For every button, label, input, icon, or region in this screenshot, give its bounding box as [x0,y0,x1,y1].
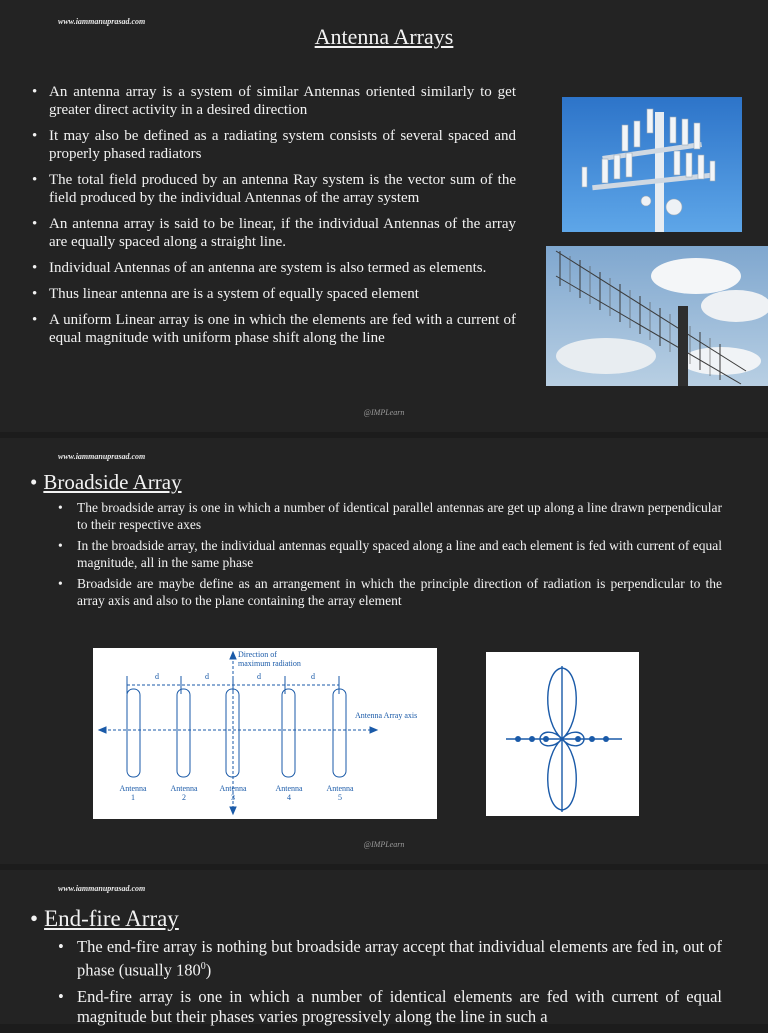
website-url: www.iammanuprasad.com [58,884,146,893]
bullet-item: • A uniform Linear array is one in which the elements are fed with a current of equal magnitude with uniform phase shift along the line [32,311,516,347]
bullet-item: • Broadside are maybe define as an arrangement in which the principle direction of radiation is perpendicular to the array axis and also to the plane containing the array element [58,575,722,609]
slide-broadside-array [0,438,768,864]
radar-array-photo [546,246,768,386]
antenna-label: Antenna 4 [275,784,303,802]
section-heading: • Broadside Array [30,470,182,494]
bullet-item: • End-fire array is one in which a number of identical elements are fed with current of equal magnitude but their phases varies progressively along the line in such a [58,987,722,1027]
bullet-item: • Individual Antennas of an antenna are system is also termed as elements. [32,259,516,277]
radiation-pattern-diagram [486,652,639,816]
bullet-list [58,499,722,613]
spacing-label: d [155,672,159,681]
heading-text: Broadside Array [43,470,182,494]
watermark: @IMPLearn [363,408,405,417]
antenna-label: Antenna 1 [119,784,147,802]
website-url: www.iammanuprasad.com [58,17,146,26]
bullet-item: • Thus linear antenna are is a system of equally spaced element [32,285,516,303]
watermark: @IMPLearn [363,840,405,849]
bullet-item: • It may also be defined as a radiating system consists of several spaced and properly phased radiators [32,127,516,163]
slide-title: Antenna Arrays [314,24,454,49]
heading-text: End-fire Array [44,906,179,931]
broadside-diagram [93,648,437,819]
cell-tower-photo [562,97,742,232]
bullet-list [32,83,516,355]
bullet-list [58,937,722,1033]
array-axis-label: Antenna Array axis [355,711,418,720]
antenna-label: Antenna 2 [170,784,198,802]
antenna-label: Antenna 3 [219,784,247,802]
antenna-label: Antenna 5 [326,784,354,802]
bullet-item: • An antenna array is a system of similar Antennas oriented similarly to get greater direct activity in a desired direction [32,83,516,119]
spacing-label: d [257,672,261,681]
direction-label: Direction of maximum radiation [238,650,301,668]
slide-antenna-arrays [0,0,768,432]
section-heading: • End-fire Array [30,906,179,931]
bullet-item: • The broadside array is one in which a number of identical parallel antennas are get up along a line drawn perpendicular to their respective axes [58,499,722,533]
bullet-item: • The end-fire array is nothing but broadside array accept that individual elements are fed in, out of phase (usually $180^0$) [58,937,722,981]
spacing-label: d [205,672,209,681]
bullet-item: • The total field produced by an antenna Ray system is the vector sum of the field produced by the individual Antennas of the array system [32,171,516,207]
spacing-label: d [311,672,315,681]
website-url: www.iammanuprasad.com [58,452,146,461]
bullet-item: • An antenna array is said to be linear, if the individual Antennas of the array are equally spaced along a straight line. [32,215,516,251]
bullet-item: • In the broadside array, the individual antennas equally spaced along a line and each element is fed with current of equal magnitude, all in the same phase [58,537,722,571]
slide-end-fire-array [0,870,768,1024]
